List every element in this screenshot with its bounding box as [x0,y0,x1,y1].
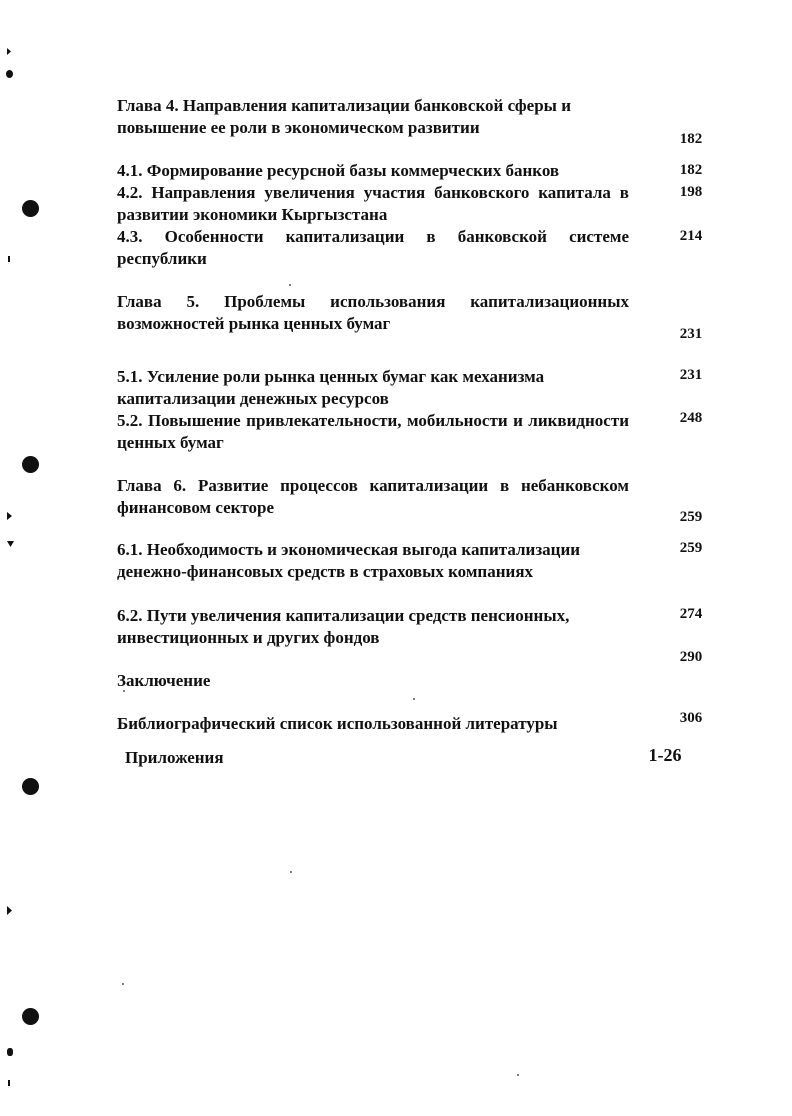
toc-section-4-1-page: 182 [679,162,703,178]
toc-bibliography-title: Библиографический список использованной литературы [117,714,558,733]
toc-section-4-3-page: 214 [679,228,703,244]
toc-appendix-title: Приложения [125,748,224,767]
toc-chapter-4-page: 182 [679,131,703,147]
toc-section-5-2-title: 5.2. Повышение привлекательности, мобильности и ликвидности ценных бумаг [117,411,629,452]
scan-artifact-mark [8,1080,10,1086]
toc-conclusion-title: Заключение [117,671,211,690]
toc-chapter-4-title: Глава 4. Направления капитализации банковской сферы и повышение ее роли в экономическом развитии [117,96,571,137]
toc-section-4-2-title: 4.2. Направления увеличения участия банковского капитала в развитии экономики Кыргызстана [117,183,629,224]
binding-hole-mark [22,456,39,473]
toc-section-5-1-title: 5.1. Усиление роли рынка ценных бумаг как механизма капитализации денежных ресурсов [117,367,545,408]
scan-artifact-mark [7,512,12,520]
toc-bibliography-page: 306 [679,710,703,726]
scan-speck [290,871,292,873]
binding-hole-mark [22,778,39,795]
scan-artifact-mark [6,70,13,78]
scan-speck [517,1074,519,1076]
scan-artifact-mark [7,48,11,55]
toc-appendix-page: 1-26 [648,745,682,765]
scan-artifact-mark [7,541,14,547]
toc-section-4-3-title: 4.3. Особенности капитализации в банковской системе республики [117,227,629,268]
toc-section-6-2-title: 6.2. Пути увеличения капитализации средств пенсионных, инвестиционных и других фондов [117,606,570,647]
scan-speck [289,284,291,286]
toc-chapter-6-page: 259 [679,509,703,525]
scan-speck [413,698,415,700]
toc-section-5-2-page: 248 [679,410,703,426]
toc-section-6-2-page: 274 [679,606,703,622]
scan-artifact-mark [7,906,12,915]
binding-hole-mark [22,200,39,217]
toc-chapter-5-title: Глава 5. Проблемы использования капитализационных возможностей рынка ценных бумаг [117,292,629,333]
toc-conclusion-page: 290 [679,649,703,665]
scan-artifact-mark [7,1048,13,1056]
toc-chapter-6-title: Глава 6. Развитие процессов капитализации в небанковском финансовом секторе [117,476,629,517]
toc-section-6-1-page: 259 [679,540,703,556]
scan-artifact-mark [8,256,10,262]
binding-hole-mark [22,1008,39,1025]
toc-section-5-1-page: 231 [679,367,703,383]
toc-section-6-1-title: 6.1. Необходимость и экономическая выгода капитализации денежно-финансовых средств в страховых компаниях [117,540,581,581]
toc-section-4-1-title: 4.1. Формирование ресурсной базы коммерческих банков [117,161,560,180]
scan-speck [122,983,124,985]
toc-section-4-2-page: 198 [679,184,703,200]
toc-chapter-5-page: 231 [679,326,703,342]
